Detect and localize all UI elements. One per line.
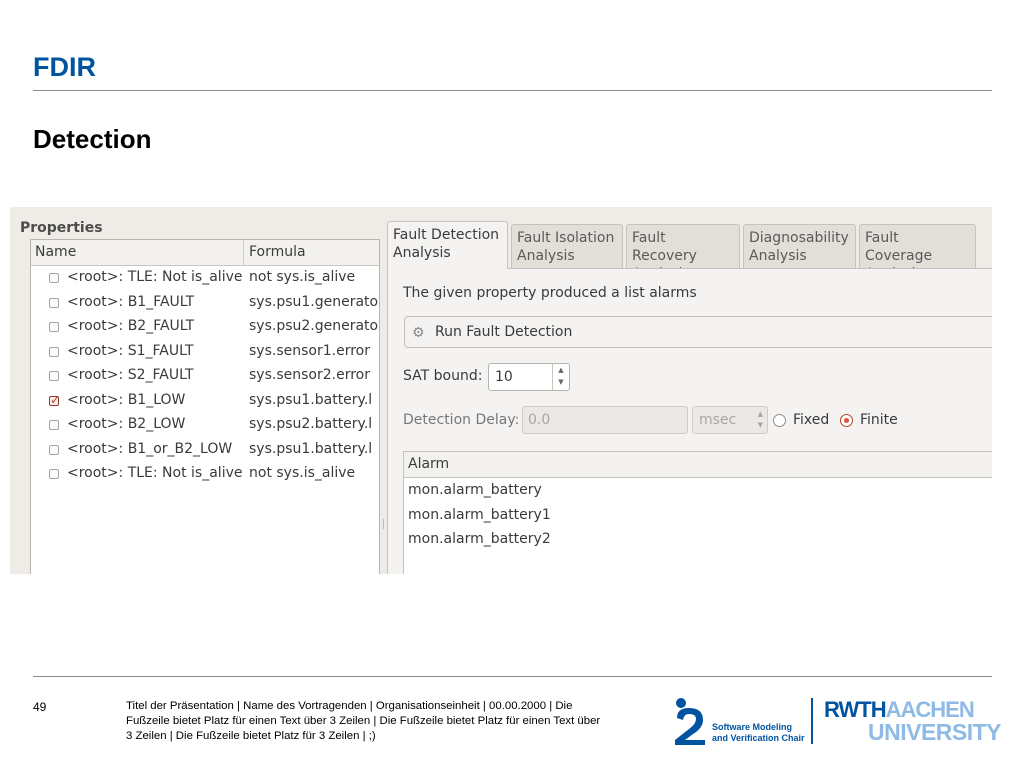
logo-separator <box>811 698 813 744</box>
page-number: 49 <box>33 700 47 714</box>
properties-table <box>30 239 380 574</box>
sat-bound-label: SAT bound: <box>403 368 483 384</box>
alarm-row[interactable]: mon.alarm_battery2 <box>408 531 551 547</box>
property-checkbox[interactable] <box>49 322 59 332</box>
property-row[interactable] <box>31 389 379 414</box>
properties-table-header <box>31 240 379 266</box>
fault-detection-panel <box>387 268 992 574</box>
slide-title: FDIR <box>33 52 96 82</box>
tab-label-line1: Fault Detection <box>393 227 500 243</box>
property-name: <root>: B1_or_B2_LOW <box>67 440 233 457</box>
property-checkbox[interactable] <box>49 298 59 308</box>
run-button-label: Run Fault Detection <box>435 324 573 340</box>
property-formula: sys.psu2.battery.l <box>249 416 373 432</box>
tab-label-line1: Fault Recovery <box>632 230 697 264</box>
aachen-wordmark: AACHEN <box>885 697 974 722</box>
chair-name-line2: and Verification Chair <box>712 733 805 743</box>
slide-subtitle: Detection <box>33 124 152 154</box>
column-header-formula[interactable]: Formula <box>249 244 306 260</box>
i2-logo-icon <box>673 696 711 746</box>
tab-label-line2: Analysis <box>749 248 807 264</box>
property-checkbox[interactable] <box>49 371 59 381</box>
footer-divider <box>33 676 992 677</box>
tab-fault-isolation[interactable] <box>511 224 623 268</box>
alarm-row[interactable]: mon.alarm_battery1 <box>408 506 551 523</box>
property-checkbox[interactable] <box>49 420 59 430</box>
property-checkbox[interactable] <box>49 273 59 283</box>
properties-panel-title: Properties <box>20 220 103 236</box>
property-checkbox[interactable] <box>49 445 59 455</box>
property-formula: sys.sensor2.error <box>249 367 370 383</box>
property-row[interactable] <box>31 315 379 340</box>
column-header-name[interactable]: Name <box>31 240 244 265</box>
property-row[interactable] <box>31 340 379 365</box>
select-arrows-icon: ▲ ▼ <box>757 410 763 429</box>
gear-icon: ⚙ <box>412 325 425 341</box>
finite-radio-label[interactable]: Finite <box>860 412 898 428</box>
footer-text: Titel der Präsentation | Name des Vortragenden | Organisationseinheit | 00.00.2000 | Die Fußzeile bietet Platz für einen Text über 3 Zeilen | Die Fußzeile bietet Platz für einen Text über 3 Zeilen | Die Fußzeile bietet Platz für 3 Zeilen | ;) <box>126 700 601 742</box>
property-name: <root>: S1_FAULT <box>67 342 194 359</box>
tab-diagnosability[interactable] <box>743 224 856 268</box>
alarm-column-header[interactable]: Alarm <box>404 452 992 478</box>
fixed-radio-label[interactable]: Fixed <box>793 412 830 428</box>
tab-label-line2: Analysis <box>517 248 575 264</box>
property-formula: not sys.is_alive <box>249 269 356 285</box>
chair-name-line1: Software Modeling <box>712 722 793 732</box>
property-name: <root>: S2_FAULT <box>67 367 194 383</box>
property-name: <root>: B1_FAULT <box>67 293 195 310</box>
spinner-arrows-icon[interactable]: ▲ ▼ <box>552 364 569 390</box>
property-checkbox[interactable] <box>49 469 59 479</box>
rwth-logo <box>824 699 974 721</box>
property-formula: sys.psu1.battery.l <box>249 391 373 408</box>
detection-delay-placeholder: 0.0 <box>528 412 551 428</box>
property-formula: sys.psu1.battery.l <box>249 440 373 457</box>
rwth-wordmark: RWTH <box>824 697 886 722</box>
run-fault-detection-button[interactable] <box>404 316 992 348</box>
finite-radio[interactable] <box>840 414 853 427</box>
property-row[interactable] <box>31 438 379 463</box>
tab-label-line1: Fault Isolation <box>517 230 615 246</box>
property-row[interactable] <box>31 266 379 291</box>
alarm-row[interactable]: mon.alarm_battery <box>408 482 542 498</box>
property-checkbox[interactable] <box>49 396 59 406</box>
delay-unit-select[interactable] <box>692 406 768 434</box>
analysis-tabs <box>387 221 992 269</box>
detection-delay-label: Detection Delay: <box>403 412 520 428</box>
property-row[interactable] <box>31 291 379 316</box>
tab-fault-recovery[interactable] <box>626 224 740 268</box>
property-name: <root>: TLE: Not is_alive <box>67 465 243 481</box>
university-wordmark: UNIVERSITY <box>868 719 1002 745</box>
property-name: <root>: TLE: Not is_alive <box>67 269 243 285</box>
property-row[interactable] <box>31 364 379 389</box>
detection-delay-input[interactable] <box>522 406 688 434</box>
title-divider <box>33 90 992 91</box>
property-formula: sys.sensor1.error <box>249 342 370 359</box>
sat-bound-value[interactable]: 10 <box>495 369 513 385</box>
tab-label-line2: Analysis <box>393 245 451 261</box>
fixed-radio[interactable] <box>773 414 786 427</box>
result-description: The given property produced a list alarms <box>403 285 697 301</box>
property-checkbox[interactable] <box>49 347 59 357</box>
tab-label-line1: Fault Coverage <box>865 230 933 264</box>
property-formula: sys.psu2.generato <box>249 318 379 334</box>
property-row[interactable] <box>31 413 379 438</box>
property-row[interactable] <box>31 462 379 487</box>
properties-table-body <box>31 266 379 487</box>
tab-fault-detection[interactable] <box>387 221 508 269</box>
delay-unit-value: msec <box>699 412 737 428</box>
property-name: <root>: B2_FAULT <box>67 318 195 334</box>
app-screenshot <box>10 207 992 574</box>
tab-label-line1: Diagnosability <box>749 230 849 246</box>
chair-name <box>712 722 805 744</box>
alarm-table <box>403 451 992 574</box>
property-name: <root>: B1_LOW <box>67 391 186 408</box>
property-formula: not sys.is_alive <box>249 465 356 481</box>
alarm-table-body <box>404 478 992 552</box>
sat-bound-spinner[interactable] <box>488 363 570 391</box>
property-formula: sys.psu1.generato <box>249 293 379 310</box>
property-name: <root>: B2_LOW <box>67 416 186 432</box>
tab-fault-coverage[interactable] <box>859 224 976 268</box>
